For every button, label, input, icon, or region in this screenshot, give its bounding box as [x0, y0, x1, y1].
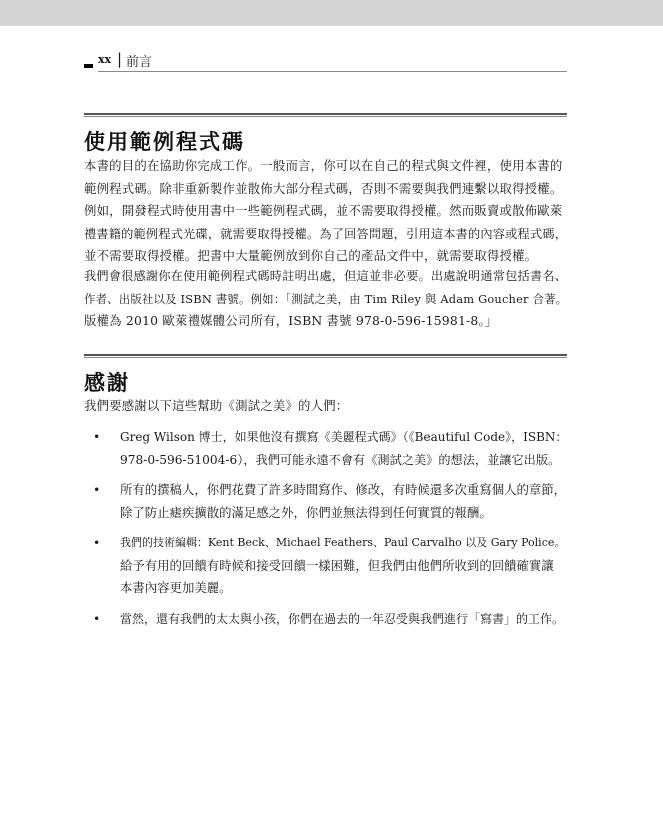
text-line: 除了防止瘧疾擴散的滿足感之外，你們並無法得到任何實質的報酬。 [120, 504, 492, 520]
list-item [84, 532, 567, 600]
section-rule [84, 113, 567, 117]
paragraph [84, 395, 567, 418]
page-number: xx [98, 53, 112, 66]
text-line: Greg Wilson 博士，如果他沒有撰寫《美麗程式碼》（《Beautiful Code》，ISBN： [120, 430, 568, 444]
running-header [84, 50, 567, 74]
text-line: 禮書籍的範例程式光碟，就需要取得授權。為了回答問題，引用這本書的內容或程式碼， [84, 226, 568, 241]
list-item [84, 608, 567, 631]
section-title: 感謝 [84, 371, 130, 395]
text-line: 我們的技術編輯：Kent Beck、Michael Feathers、Paul Carvalho 以及 Gary Police。 [120, 536, 566, 549]
text-line: 本書的目的在協助你完成工作。一般而言，你可以在自己的程式與文件裡，使用本書的 [84, 158, 563, 173]
text-line: 我們會很感謝你在使用範例程式碼時註明出處，但這並非必要。出處說明通常包括書名、 [84, 269, 568, 283]
text-line: 所有的撰稿人，你們花費了許多時間寫作、修改，有時候還多次重寫個人的章節， [120, 482, 567, 497]
text-line: 當然，還有我們的太太與小孩，你們在過去的一年忍受與我們進行「寫書」的工作。 [120, 611, 565, 626]
text-line: 例如，開發程式時使用書中一些範例程式碼，並不需要取得授權。然而販賣或散佈歐萊 [84, 203, 563, 218]
bullet-icon: • [93, 429, 101, 444]
bullet-icon: • [93, 482, 101, 497]
header-marker [84, 64, 93, 68]
text-line: 版權為 2010 歐萊禮媒體公司所有，ISBN 書號 978-0-596-15981-8。」 [84, 313, 498, 328]
header-separator: | [117, 50, 123, 68]
text-line: 作者、出版社以及 ISBN 書號。例如：「測試之美，由 Tim Riley 與 Adam Goucher 合著。 [84, 291, 568, 306]
top-gray-bar [0, 0, 663, 26]
header-title: 前言 [126, 55, 153, 70]
text-line: 我們要感謝以下這些幫助《測試之美》的人們： [84, 398, 349, 413]
paragraph [84, 265, 567, 333]
section-rule [84, 354, 567, 358]
text-line: 978-0-596-51004-6），我們可能永遠不會有《測試之美》的想法，並讓它出版。 [120, 452, 561, 467]
text-line: 並不需要取得授權。把書中大量範例放到你自己的產品文件中，就需要取得授權。 [84, 248, 538, 263]
bullet-list [84, 426, 567, 638]
text-line: 給予有用的回饋有時候和接受回饋一樣困難，但我們由他們所收到的回饋確實讓 [120, 557, 554, 573]
text-line: 範例程式碼。除非重新製作並散佈大部分程式碼，否則不需要與我們連繫以取得授權。 [84, 180, 563, 196]
bullet-icon: • [93, 535, 101, 550]
header-rule [98, 71, 567, 72]
paragraph [84, 155, 567, 268]
list-item [84, 426, 567, 471]
list-item [84, 479, 567, 524]
text-line: 本書內容更加美麗。 [120, 580, 232, 595]
section-title: 使用範例程式碼 [84, 130, 245, 154]
bullet-icon: • [93, 610, 101, 626]
